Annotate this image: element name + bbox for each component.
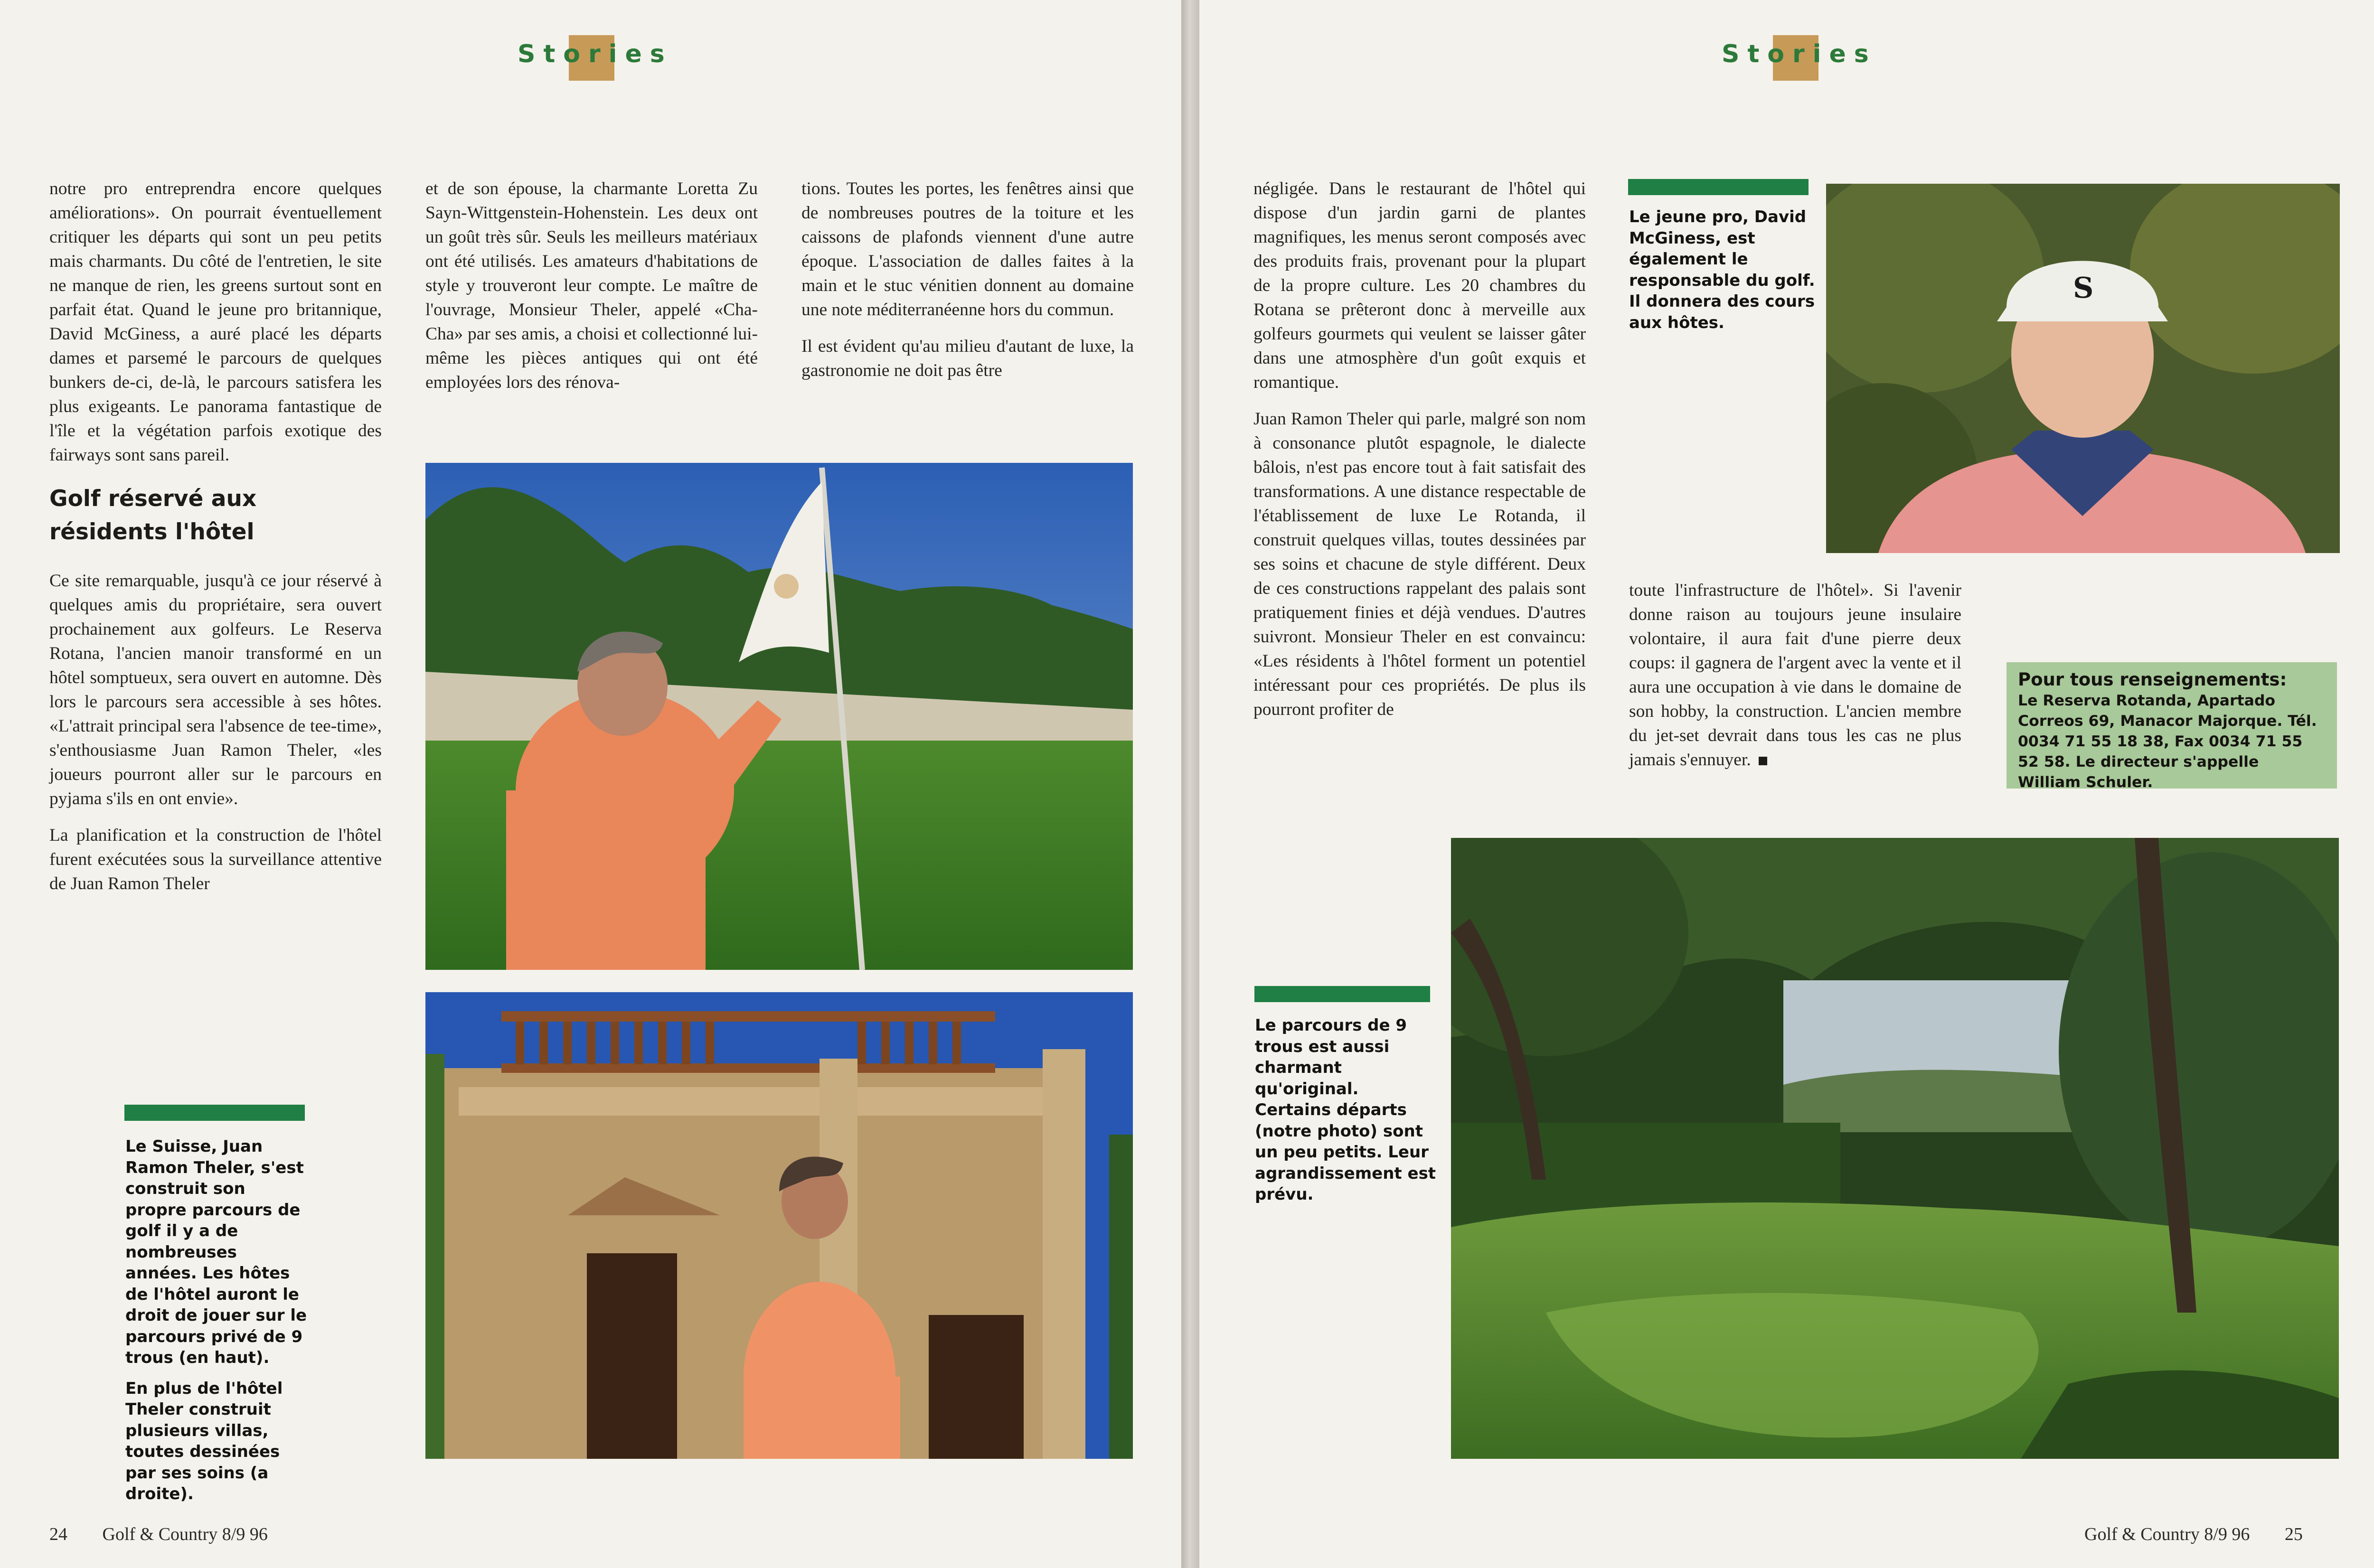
end-mark-icon	[1759, 757, 1767, 765]
paragraph: notre pro entreprendra encore quelques améliorations». On pourrait éventuellement critiquer les départs qui sont un peu petits mais charmants. Du côté de l'entretien, le site ne manque de rien, les greens surtout sont en parfait état. Quand le jeune pro britannique, David McGiness, a auré placé les départs dames et parsemé le parcours de quelques bunkers de-ci, de-là, le parcours satisfera les plus exigeants. Le panorama fantastique de l'île et la végétation parfois exotique des fairways sont sans pareil.	[49, 179, 382, 465]
caption-accent-bar	[1254, 986, 1430, 1002]
text-column-1	[49, 177, 382, 908]
spine-gutter	[1181, 0, 1199, 1568]
right-page	[1199, 0, 2374, 1568]
photo-flag-green	[425, 463, 1133, 970]
info-body: Le Reserva Rotanda, Apartado Correos 69, Manacor Majorque. Tél. 0034 71 55 18 38, Fax 0034 71 55 52 58. Le directeur s'appelle William Schuler.	[2018, 692, 2317, 791]
photo-caption	[125, 1136, 311, 1514]
paragraph-text: toute l'infrastructure de l'hôtel». Si l'avenir donne raison au toujours jeune insulaire volontaire, il aura fait d'une pierre deux coups: il gagnera de l'argent avec la vente et il aura une occupation à vie dans le domaine de son hobby, la construction. L'ancien membre du jet-set devrait dans tous les cas ne plus jamais s'ennuyer.	[1629, 581, 1961, 770]
section-title: Stories	[1722, 40, 1877, 68]
left-page	[0, 0, 1181, 1568]
paragraph: négligée. Dans le restaurant de l'hôtel qui dispose d'un jardin garni de plantes magnifiques, les menus seront composés avec des produits frais, provenant pour la plupart de la propre culture. Les 20 chambres du Rotana se prêteront donc à merveille aux golfeurs gourmets qui veulent se laisser gâter dans une atmosphère d'un goût exquis et romantique.	[1253, 179, 1586, 392]
text-column-2	[1629, 578, 1961, 784]
section-heading: Golf réservé aux résidents l'hôtel	[49, 486, 257, 545]
photo-caption-course: Le parcours de 9 trous est aussi charmant qu'original. Certains départs (notre photo) sont un peu petits. Leur agrandissement est prévu.	[1255, 1016, 1436, 1204]
paragraph: Juan Ramon Theler qui parle, malgré son nom à consonance plutôt espagnole, le dialecte bâlois, n'est pas encore tout à fait satisfait des transformations. A une distance respectable de l'établissement de luxe Le Rotanda, il construit quelques villas, toutes dessinées par ses soins et chacune de style différent. Deux de ces constructions rappelant des palais sont pratiquement finies et déjà vendues. D'autres suivront. Monsieur Theler en est convaincu: «Les résidents à l'hôtel forment un potentiel intéressant pour ces propriétés. De plus ils pourront profiter de	[1253, 409, 1586, 719]
photo-golf-course	[1451, 838, 2339, 1459]
section-title: Stories	[518, 40, 673, 68]
caption-accent-bar	[1628, 179, 1809, 195]
paragraph: Il est évident qu'au milieu d'autant de luxe, la gastronomie ne doit pas être	[801, 337, 1134, 380]
text-column-2	[425, 177, 758, 407]
photo-villa	[425, 992, 1133, 1459]
section-header	[518, 31, 674, 84]
page-number: 25	[2284, 1524, 2303, 1544]
paragraph: et de son épouse, la charmante Loretta Zu Sayn-Wittgenstein-Hohenstein. Les deux ont un goût très sûr. Seuls les meilleurs matériaux ont été utilisés. Les amateurs d'habitations de style y trouveront leur compte. Le maître de l'ouvrage, Monsieur Theler, appelé «Cha-Cha» par ses amis, a choisi et collectionné lui-même les pièces antiques qui ont été employées lors des rénova-	[425, 179, 758, 392]
svg-text:S: S	[2073, 272, 2094, 305]
folio	[2084, 1524, 2303, 1545]
info-title: Pour tous renseignements:	[2018, 669, 2287, 690]
caption-accent-bar	[124, 1105, 305, 1121]
paragraph: Ce site remarquable, jusqu'à ce jour réservé à quelques amis du propriétaire, sera ouvert prochainement aux golfeurs. Le Reserva Rotana, l'ancien manoir transformé en un hôtel somptueux, sera ouvert en automne. Dès lors le parcours sera accessible à ses hôtes. «L'attrait principal sera l'absence de tee-time», s'enthousiasme Juan Ramon Theler, «les joueurs pourront aller sur le parcours en pyjama s'ils en ont envie».	[49, 571, 382, 808]
text-column-3	[801, 177, 1134, 395]
text-column-1	[1253, 177, 1586, 734]
caption-text: En plus de l'hôtel Theler construit plusieurs villas, toutes dessinées par ses soins (a droite).	[125, 1379, 283, 1503]
paragraph: La planification et la construction de l'hôtel furent exécutées sous la surveillance attentive de Juan Ramon Theler	[49, 826, 382, 893]
section-header	[1722, 31, 1878, 84]
caption-text: Le Suisse, Juan Ramon Theler, s'est construit son propre parcours de golf il y a de nombreuses années. Les hôtes de l'hôtel auront le droit de jouer sur le parcours privé de 9 trous (en haut).	[125, 1137, 307, 1367]
paragraph	[1629, 578, 1961, 772]
magazine-issue: Golf & Country 8/9 96	[2084, 1524, 2250, 1544]
page-number: 24	[49, 1524, 67, 1544]
photo-pro	[1826, 184, 2340, 553]
folio	[49, 1524, 268, 1545]
info-box	[2007, 662, 2337, 789]
photo-caption-pro: Le jeune pro, David McGiness, est également le responsable du golf. Il donnera des cours aux hôtes.	[1629, 207, 1815, 332]
paragraph: tions. Toutes les portes, les fenêtres ainsi que de nombreuses poutres de la toiture et les caissons de plafonds viennent d'une autre époque. L'association de dalles faites à la main et le stuc vénitien donnent au domaine une note méditerranéenne hors du commun.	[801, 179, 1134, 319]
magazine-issue: Golf & Country 8/9 96	[102, 1524, 268, 1544]
